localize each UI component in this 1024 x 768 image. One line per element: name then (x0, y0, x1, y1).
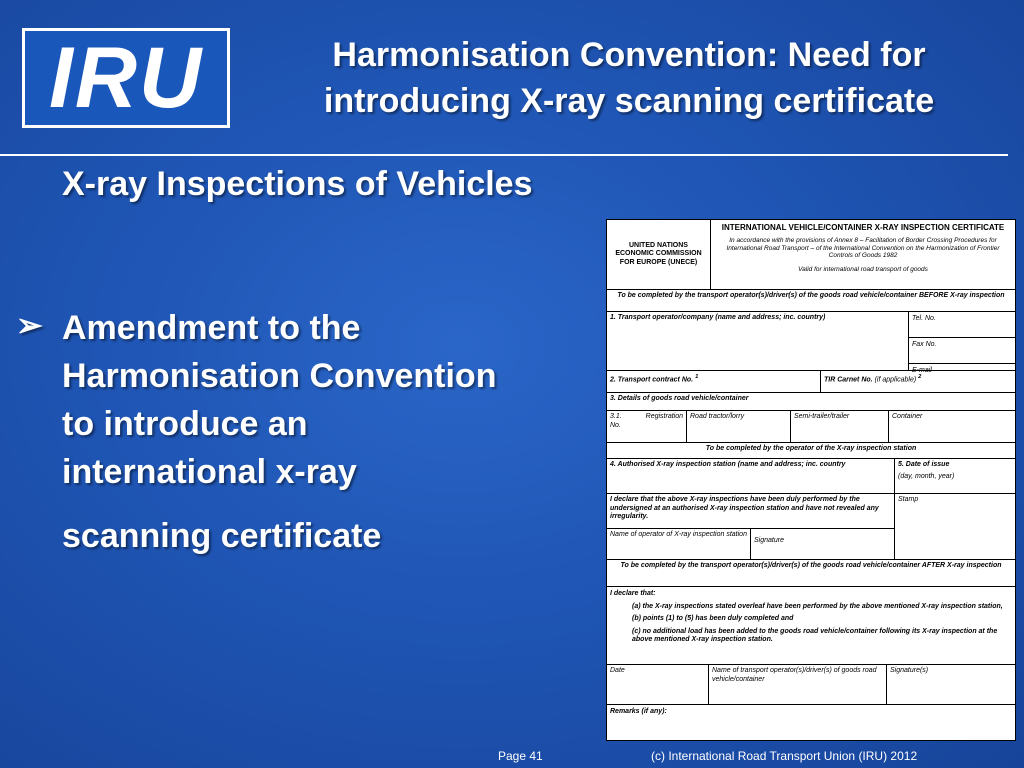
cert-field-4: 4. Authorised X-ray inspection station (name and address; inc. country (607, 459, 895, 493)
cert-remarks: Remarks (if any): (610, 708, 667, 715)
bullet-line: to introduce an (62, 405, 308, 443)
logo-text: IRU (25, 31, 227, 125)
cert-section-station: To be completed by the operator of the X-ray inspection station (705, 445, 917, 452)
bullet-text (62, 304, 622, 560)
iru-logo (22, 28, 230, 128)
cert-declaration: I declare that: (a) the X-ray inspections stated overleaf have been performed by the above mentioned X-ray inspection station, (b) points (1) to (5) has been duly completed and (c) no additional load has been added to the goods road vehicle/container following its X-ray inspection at the above mentioned X-ray inspection station. (607, 587, 1015, 665)
xray-certificate-image: UNITED NATIONS ECONOMIC COMMISSION FOR EUROPE (UNECE) INTERNATIONAL VEHICLE/CONTAINER X-RAY INSPECTION CERTIFICATE In accordance with the provisions of Annex 8 – Facilitation of Border Crossing Procedures for International Road Transport – of the International Convention on the Harmonization of Frontier Controls of Goods 1982 Valid for international road transport of goods To be completed by the transport operator(s)/driver(s) of the goods road vehicle/container BEFORE X-ray inspection 1. Transport operator/company (name and address; inc. country) Tel. No. Fax No. E-mail 2. Transport contract No. $^1$ TIR Carnet No. (if applicable) $^2$ 3. Details of goods road vehicle/container 3.1. No. Registration Road tractor/lorry Semi-trailer/trailer Container To be completed by the operator of the X-ray inspection station 4. Authorised X-ray inspection station (name and address; inc. country 5. Date of issue (day, month, year) I declare that the above X-ray inspections have been duly performed by the undersigned at an authorised X-ray inspection station and have not revealed any irregularity. Name of operator of X-ray inspection station Signature Stamp To be completed by the transport operator(s)/driver(s) of the goods road vehicle/container AFTER X-ray inspection I declare that: (a) the X-ray inspections stated overleaf have been performed by the above mentioned X-ray inspection station, (b) points (1) to (5) has been duly completed and (c) no additional load has been added to the goods road vehicle/container following its X-ray inspection at the above mentioned X-ray inspection station. Date Name of transport operator(s)/driver(s) of goods road vehicle/container Signature(s) Remarks (if any): (606, 219, 1016, 741)
cert-title: INTERNATIONAL VEHICLE/CONTAINER X-RAY INSPECTION CERTIFICATE (721, 223, 1005, 232)
arrow-bullet-icon: ➢ (16, 307, 43, 343)
title-line-2: introducing X-ray scanning certificate (323, 82, 935, 120)
cert-semi-trailer: Semi-trailer/trailer (791, 411, 889, 442)
copyright: (c) International Road Transport Union (IRU) 2012 (651, 749, 918, 763)
bullet-line: Harmonisation Convention (62, 357, 497, 395)
cert-org: UNITED NATIONS ECONOMIC COMMISSION FOR EUROPE (UNECE) (607, 220, 711, 289)
page-number: Page 41 (498, 749, 543, 763)
cert-operator-name: Name of operator of X-ray inspection station (607, 529, 751, 560)
cert-accordance: In accordance with the provisions of Annex 8 – Facilitation of Border Crossing Procedures for International Road Transport – of the International Convention on the Harmonization of Frontier Controls of Goods 1982 (726, 237, 1000, 259)
bullet-line: international x-ray (62, 453, 357, 491)
cert-road-tractor: Road tractor/lorry (687, 411, 791, 442)
cert-valid: Valid for international road transport of goods (798, 265, 928, 273)
cert-section-after: To be completed by the transport operator(s)/driver(s) of the goods road vehicle/container AFTER X-ray inspection (620, 562, 1002, 569)
cert-tel: Tel. No. (909, 312, 1015, 338)
cert-header (607, 220, 1015, 290)
bullet-line: Amendment to the (62, 309, 361, 347)
cert-field-3: 3. Details of goods road vehicle/container (610, 395, 749, 402)
cert-container: Container (892, 413, 923, 420)
cert-signatures: Signature(s) (890, 667, 929, 674)
cert-date: Date (607, 665, 709, 704)
cert-tir: TIR Carnet No. (824, 376, 873, 384)
cert-field-1: 1. Transport operator/company (name and address; inc. country) (607, 312, 909, 370)
cert-email: E-mail (912, 367, 932, 374)
cert-field-2: 2. Transport contract No. (610, 376, 694, 384)
cert-fax: Fax No. (909, 338, 1015, 364)
slide-title (258, 32, 1000, 124)
cert-transport-names: Name of transport operator(s)/driver(s) of goods road vehicle/container (709, 665, 887, 704)
cert-field-5: 5. Date of issue (898, 461, 950, 468)
cert-stamp: Stamp (898, 496, 919, 503)
cert-signature: Signature (754, 537, 784, 544)
bullet-line: scanning certificate (62, 517, 382, 555)
title-line-1: Harmonisation Convention: Need for (332, 36, 926, 74)
cert-section-before: To be completed by the transport operator(s)/driver(s) of the goods road vehicle/container BEFORE X-ray inspection (617, 292, 1005, 299)
cert-registration: Registration (645, 413, 683, 420)
cert-declare-1: I declare that the above X-ray inspections have been duly performed by the undersigned at an authorised X-ray inspection station and have not revealed any irregularity. (607, 494, 894, 529)
slide-subtitle: X-ray Inspections of Vehicles (62, 165, 533, 203)
title-divider (0, 154, 1008, 156)
